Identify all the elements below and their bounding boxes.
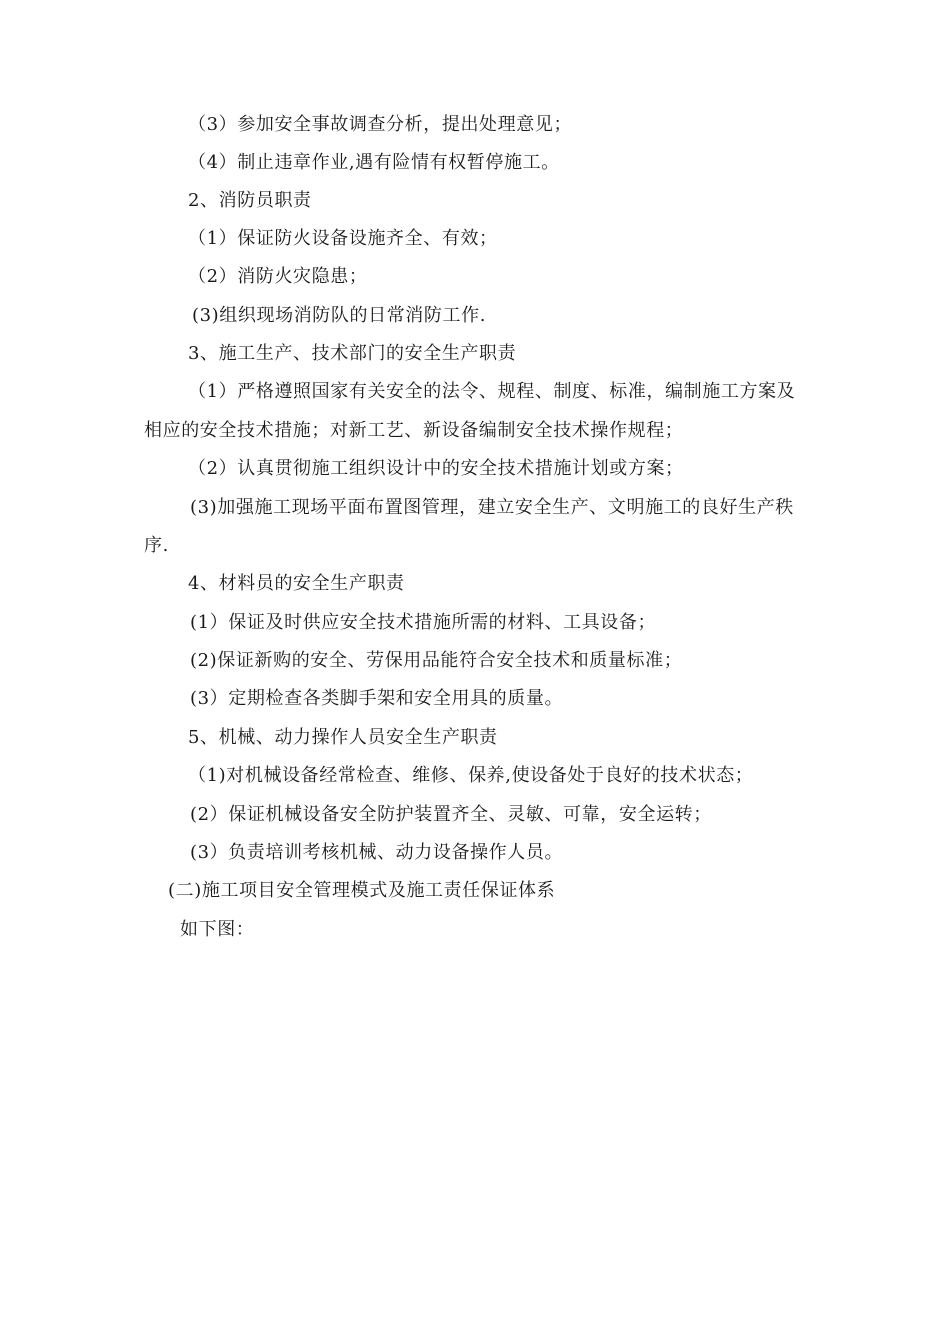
text-line-20: (3）负责培训考核机械、动力设备操作人员。 [190, 842, 564, 863]
text-line-6: (3)组织现场消防队的日常消防工作. [192, 305, 487, 326]
text-line-15: (2)保证新购的安全、劳保用品能符合安全技术和质量标准； [190, 650, 683, 671]
text-line-9: 相应的安全技术措施；对新工艺、新设备编制安全技术操作规程； [144, 420, 684, 441]
section-heading-5: 5、机械、动力操作人员安全生产职责 [188, 727, 498, 748]
text-line-10: （2）认真贯彻施工组织设计中的安全技术措施计划或方案； [188, 458, 684, 479]
text-line-12: 序. [144, 535, 169, 556]
section-heading-ii: (二)施工项目安全管理模式及施工责任保证体系 [168, 880, 556, 901]
text-line-14: (1）保证及时供应安全技术措施所需的材料、工具设备； [190, 612, 657, 633]
text-line-18: （1)对机械设备经常检查、维修、保养,使设备处于良好的技术状态； [188, 765, 754, 786]
text-line-1: （3）参加安全事故调查分析，提出处理意见； [188, 114, 573, 135]
section-heading-4: 4、材料员的安全生产职责 [188, 573, 405, 594]
section-heading-3: 3、施工生产、技术部门的安全生产职责 [188, 343, 517, 364]
text-line-2: （4）制止违章作业,遇有险情有权暂停施工。 [188, 152, 560, 173]
text-line-5: （2）消防火灾隐患； [188, 266, 368, 287]
section-heading-2: 2、消防员职责 [188, 190, 312, 211]
text-line-8: （1）严格遵照国家有关安全的法令、规程、制度、标准，编制施工方案及 [188, 381, 796, 402]
text-line-4: （1）保证防火设备设施齐全、有效； [188, 228, 498, 249]
text-line-16: (3）定期检查各类脚手架和安全用具的质量。 [190, 688, 564, 709]
text-line-11: (3)加强施工现场平面布置图管理，建立安全生产、文明施工的良好生产秩 [190, 497, 794, 518]
text-line-19: (2）保证机械设备安全防护装置齐全、灵敏、可靠，安全运转； [190, 804, 712, 825]
text-line-22: 如下图： [180, 919, 255, 940]
